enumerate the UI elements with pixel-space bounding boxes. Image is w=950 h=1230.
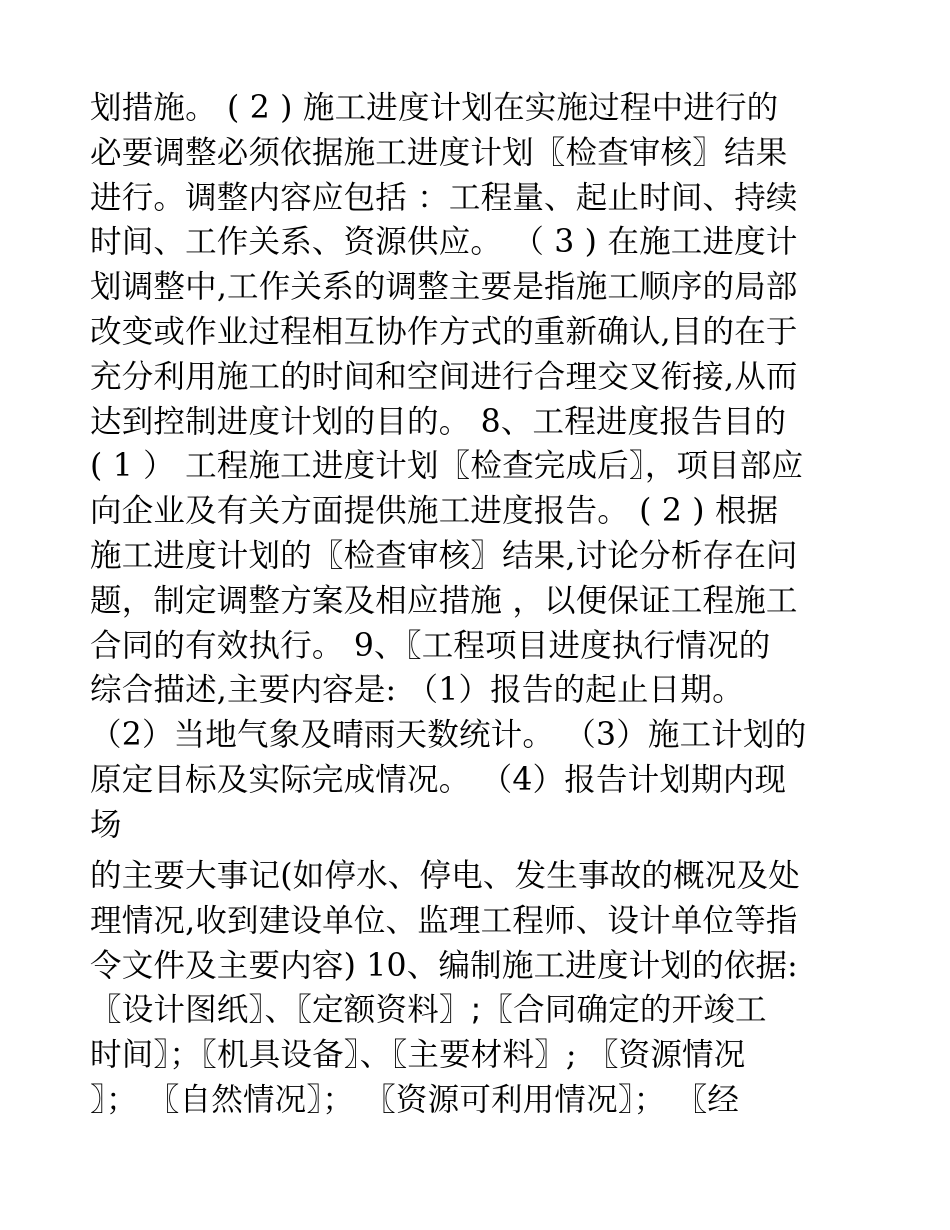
text-line <box>90 624 880 669</box>
text-run: ,工作关系的调整主要是指施工顺序的局部 <box>216 269 798 306</box>
text-run: ( 1 ） 工程施工进度计划〖检查完成后〗，项目部应 <box>90 448 804 485</box>
text-run: 令文件及主要内容) 10、编制施工进度计划的依据: <box>90 947 798 984</box>
text-run: （2）当地气象及晴雨天数统计。 （3）施工计划的 <box>90 717 807 754</box>
text-line <box>90 944 880 989</box>
text-line <box>90 131 880 176</box>
text-run: ,从而 <box>724 358 798 395</box>
text-bold: 改变或作业过程相互协作方式的重新确认 <box>90 313 661 350</box>
text-line <box>90 1033 880 1078</box>
text-bold: 划措施。 <box>90 90 217 126</box>
text-line <box>90 265 880 310</box>
text-run: 原定目标及实际完成情况。 （4）报告计划期内现 <box>90 761 787 798</box>
text-line <box>90 713 880 758</box>
text-line <box>90 310 880 355</box>
text-line <box>90 355 880 400</box>
text-line <box>90 489 880 534</box>
text-line <box>90 803 880 848</box>
text-line <box>90 444 880 489</box>
text-run: 时间、工作关系、资源供应。 （ 3 ) 在施工进度计 <box>90 224 798 261</box>
text-run: 必要调整必须依据施工进度计划〖检查审核〗结果 <box>90 134 788 171</box>
text-line <box>90 579 880 624</box>
text-run: 〗； 〖自然情况〗； 〖资源可利用情况〗； 〖经 <box>90 1081 740 1118</box>
text-line <box>90 899 880 944</box>
text-run: 场 <box>90 806 122 843</box>
text-run: 理情况, <box>90 902 196 939</box>
text-line <box>90 220 880 265</box>
text-line <box>90 400 880 445</box>
text-line <box>90 758 880 803</box>
text-line <box>90 176 880 221</box>
text-run: 施工进度计划的〖检查审核〗结果,讨论分析存在问 <box>90 537 798 574</box>
text-line <box>90 988 880 1033</box>
text-line <box>90 668 880 713</box>
text-run: ,目的在于 <box>660 313 798 350</box>
text-line <box>90 534 880 579</box>
text-line <box>90 854 880 899</box>
text-run: 向企业及有关方面提供施工进度报告。 ( 2 ) 根据 <box>90 493 779 530</box>
text-run: ( 2 ) 施工进度计划在实施过程中进行的 <box>216 90 779 126</box>
text-run: 的主要大事记(如停水、停电、发生事故的概况及处 <box>90 858 800 894</box>
text-run: 综合描述,主要内容是: （1）报告的起止日期。 <box>90 672 744 709</box>
text-line <box>90 1078 880 1123</box>
text-run: 合同的有效执行。 9、〖工程项目进度执行情况的 <box>90 627 771 664</box>
paragraph <box>90 854 880 1123</box>
text-line <box>90 86 880 131</box>
text-bold: 收到建设单位、监理工程师、设计单位等指 <box>195 902 798 939</box>
text-bold: 划调整中 <box>90 269 217 306</box>
paragraph <box>90 86 880 848</box>
text-run: 达到控制进度计划的目的。 8、工程进度报告目的 <box>90 403 787 440</box>
text-run: 时间〗；〖机具设备〗、〖主要材料〗; <box>90 1037 587 1074</box>
text-bold: 〖设计图纸〗、〖定额资料〗;〖合同确定的开竣工 <box>90 992 767 1029</box>
text-run: 进行。调整内容应包括 ：工程量、起止时间、持续 <box>90 179 798 216</box>
text-bold: 〖资源情况 <box>586 1037 746 1074</box>
text-bold: 充分利用施工的时间和空间进行合理交叉衔接 <box>90 358 725 395</box>
text-run: 题，制定调整方案及相应措施 ，以便保证工程施工 <box>90 582 798 619</box>
